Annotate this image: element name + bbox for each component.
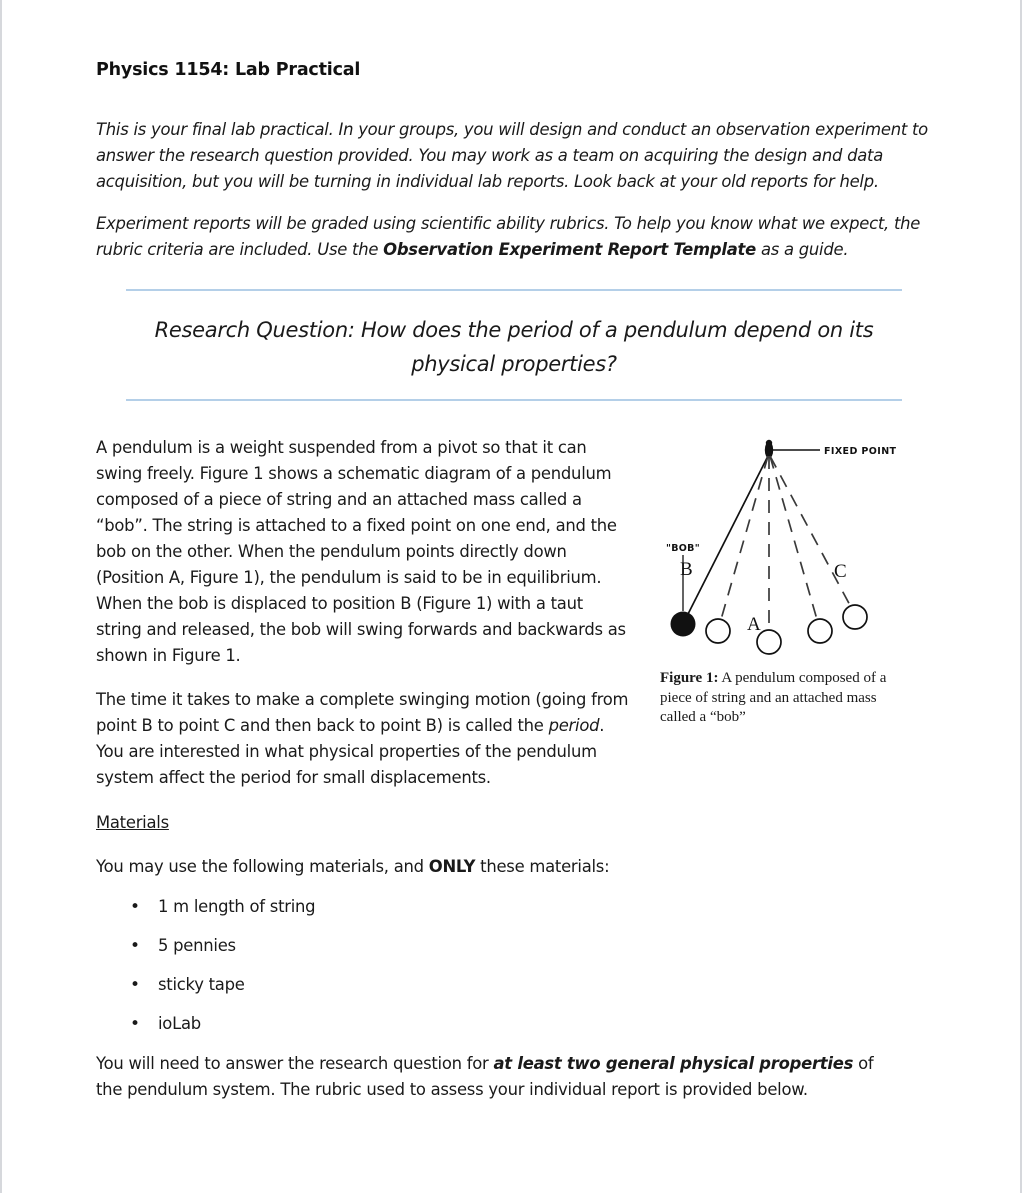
bullet-icon: • [130,936,140,956]
bob-position-b [671,612,696,637]
intro-block [96,117,934,263]
only-emphasis: ONLY [428,857,476,876]
figure-caption-text: A pendulum composed of a piece of string and an attached mass called a “bob” [660,670,887,725]
intro-p2-after: as a guide. [756,240,849,259]
body-paragraph-2 [96,687,632,791]
list-item-label: ioLab [158,1014,201,1033]
fixed-point-label: FIXED POINT [824,446,896,457]
research-question-text: Research Question: How does the period of a pendulum depend on its physical properties? [154,318,874,376]
materials-heading: Materials [96,813,169,832]
intro-paragraph-1: This is your final lab practical. In your groups, you will design and conduct an observation experiment to answer the research question provided. You may work as a team on acquiring the design and data acquisition, but you will be turning in individual lab reports. Look back at your old reports for help. [96,120,928,191]
body-text-column [96,435,632,791]
rule-bottom [126,399,902,401]
figure-caption-label: Figure 1: [660,670,719,686]
closing-before: You will need to answer the research question for [96,1054,494,1073]
main-zone [96,435,934,791]
intro-p2-before: Experiment reports will be graded using scientific ability rubrics. To help you know what we expect, the rubric criteria are included. Use the [96,214,921,259]
closing-paragraph [96,1051,896,1103]
string-swing-2 [720,456,768,623]
label-position-a: A [747,614,761,635]
research-question-banner [126,289,902,401]
properties-emphasis: at least two general physical properties [493,1054,854,1073]
list-item-label: 1 m length of string [158,897,316,916]
page-title: Physics 1154: Lab Practical [96,60,361,80]
list-item [96,972,934,998]
string-position-c [770,456,852,609]
report-template-emphasis: Observation Experiment Report Template [383,240,756,259]
list-item-label: sticky tape [158,975,245,994]
intro-paragraph-2 [96,211,934,263]
bullet-icon: • [130,1014,140,1034]
bob-label: "BOB" [666,543,700,554]
body-p2-before: The time it takes to make a complete swinging motion (going from point B to point C and then back to point B) is called the [96,690,629,735]
string-position-b [686,456,768,618]
figure-caption [660,669,888,728]
bob-position-c [843,605,867,629]
materials-lead [96,854,934,880]
list-item [96,1011,934,1037]
period-emphasis: period [548,716,600,735]
materials-lead-after: these materials: [475,857,610,876]
document-content [96,0,934,1103]
label-position-c: C [834,561,847,582]
figure-1 [652,437,920,728]
materials-section [96,813,934,1103]
bullet-icon: • [130,897,140,917]
closing-after: of the pendulum system. The rubric used to assess your individual report is provided below. [96,1054,874,1099]
pendulum-diagram [652,437,896,659]
materials-lead-before: You may use the following materials, and [96,857,429,876]
materials-list [96,894,934,1037]
list-item-label: 5 pennies [158,936,236,955]
bob-swing-4 [808,619,832,643]
list-item [96,933,934,959]
label-position-b: B [680,559,693,580]
body-p2-after: . You are interested in what physical properties of the pendulum system affect the period for small displacements. [96,716,605,787]
body-paragraph-1: A pendulum is a weight suspended from a pivot so that it can swing freely. Figure 1 shows a schematic diagram of a pendulum composed of a piece of string and an attached mass called a “bob”. The string is attached to a fixed point on one end, and the bob on the other. When the pendulum points directly down (Position A, Figure 1), the pendulum is said to be in equilibrium. When the bob is displaced to position B (Figure 1) with a taut string and released, the bob will swing forwards and backwards as shown in Figure 1. [96,438,626,665]
bullet-icon: • [130,975,140,995]
bob-swing-2 [706,619,730,643]
string-swing-4 [770,456,818,623]
list-item [96,894,934,920]
pivot-nail-icon [765,440,773,459]
